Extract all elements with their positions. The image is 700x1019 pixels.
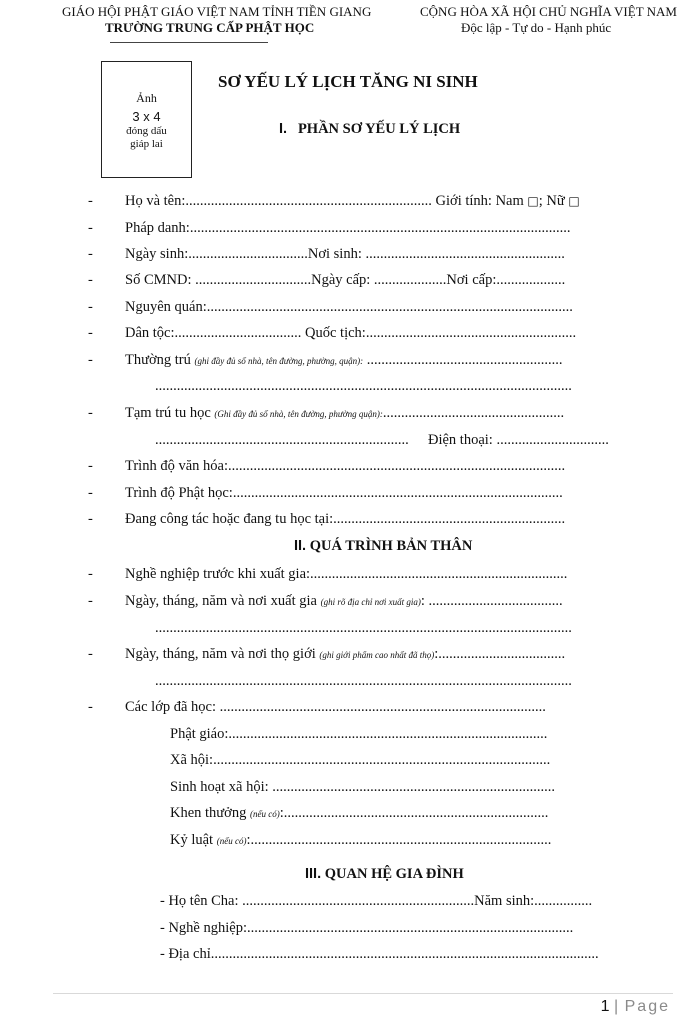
phat-giao-field[interactable]: Phật giáo:........................................................................................ — [170, 726, 548, 742]
tam-tru-row — [125, 405, 564, 422]
ky-luat-label: Kỷ luật — [170, 832, 214, 848]
section-1-roman: I. — [279, 121, 288, 137]
xuat-gia-row — [125, 593, 563, 610]
thuong-tru-label: Thường trú — [125, 352, 191, 368]
nu-checkbox[interactable]: □ — [568, 194, 580, 208]
school-underline — [110, 42, 268, 43]
header-org-name: GIÁO HỘI PHẬT GIÁO VIỆT NAM TỈNH TIỀN GIANG — [62, 4, 372, 19]
bullet: - — [88, 646, 93, 662]
page-number: 1 — [600, 998, 610, 1015]
nghe-nghiep-truoc-field[interactable]: Nghề nghiệp trước khi xuất gia:....................................................................... — [125, 566, 568, 582]
bullet: - — [88, 352, 93, 368]
header-school-name: TRƯỜNG TRUNG CẤP PHẬT HỌC — [105, 20, 315, 35]
bullet: - — [88, 699, 93, 715]
cac-lop-label: Các lớp đã học — [125, 699, 212, 715]
dia-chi-field[interactable]: - Địa chỉ........................................................................................................... — [160, 946, 599, 962]
ngay-sinh-field[interactable]: Ngày sinh:.................................Nơi sinh: ....................................................... — [125, 246, 565, 262]
section-3-title: QUAN HỆ GIA ĐÌNH — [324, 866, 464, 882]
section-3-heading — [305, 866, 464, 883]
nguyen-quan-field[interactable]: Nguyên quán:..................................................................................................... — [125, 299, 573, 315]
bullet: - — [88, 511, 93, 527]
bullet: - — [88, 593, 93, 609]
section-2-heading — [294, 538, 472, 555]
xuat-gia-field[interactable]: : ..................................... — [420, 593, 563, 609]
tho-gioi-label: Ngày, tháng, năm và nơi thọ giới — [125, 646, 316, 662]
tho-gioi-line-2[interactable]: ................................................................................................................... — [155, 673, 572, 689]
dien-thoai-field[interactable]: Điện thoại: ............................... — [428, 432, 609, 448]
photo-placeholder-box — [101, 61, 192, 178]
section-2-title: QUÁ TRÌNH BẢN THÂN — [309, 538, 473, 554]
bullet: - — [88, 220, 93, 236]
bullet: - — [88, 485, 93, 501]
cac-lop-field[interactable]: : .......................................................................................... — [212, 699, 546, 715]
section-2-roman: II. — [294, 538, 307, 554]
bullet: - — [88, 272, 93, 288]
photo-stamp-note-1: đóng dấu — [126, 125, 167, 137]
trinh-do-van-hoa-field[interactable]: Trình độ văn hóa:............................................................................................. — [125, 458, 566, 474]
phap-danh-field[interactable]: Pháp danh:......................................................................................................... — [125, 220, 571, 236]
cmnd-field[interactable]: Số CMND: ................................Ngày cấp: ....................Nơi cấp:................... — [125, 272, 566, 288]
bullet: - — [88, 246, 93, 262]
bullet: - — [88, 299, 93, 315]
ho-ten-cha-field[interactable]: - Họ tên Cha: ................................................................Năm sinh:................ — [160, 893, 593, 909]
trinh-do-phat-hoc-field[interactable]: Trình độ Phật học:........................................................................................... — [125, 485, 563, 501]
ho-ten-field[interactable]: Họ và tên:.................................................................... — [125, 193, 432, 209]
cac-lop-row — [125, 699, 546, 716]
thuong-tru-field[interactable]: ...................................................... — [366, 352, 563, 368]
page-label: Page — [624, 998, 670, 1015]
section-1-heading — [279, 121, 460, 138]
bullet: - — [88, 325, 93, 341]
nam-checkbox[interactable]: □ — [527, 194, 539, 208]
page-footer — [601, 998, 670, 1016]
xa-hoi-field[interactable]: Xã hội:............................................................................................. — [170, 752, 551, 768]
nu-label: ; Nữ — [538, 193, 565, 209]
ky-luat-row — [170, 832, 551, 849]
xuat-gia-line-2[interactable]: ................................................................................................................... — [155, 620, 572, 636]
thuong-tru-note: (ghi đầy đủ số nhà, tên đường, phường, quận): — [194, 356, 364, 366]
photo-stamp-note-2: giáp lai — [130, 138, 163, 150]
thuong-tru-row — [125, 352, 563, 369]
header-country-name: CỘNG HÒA XÃ HỘI CHỦ NGHĨA VIỆT NAM — [420, 4, 677, 19]
footer-divider — [53, 993, 673, 994]
khen-thuong-row — [170, 805, 548, 822]
bullet: - — [88, 193, 93, 209]
section-3-roman: III. — [305, 866, 322, 882]
sinh-hoat-field[interactable]: Sinh hoạt xã hội: .............................................................................. — [170, 779, 556, 795]
photo-size: 3 x 4 — [132, 109, 161, 124]
khen-thuong-field[interactable]: :......................................................................... — [279, 805, 549, 821]
ky-luat-note: (nếu có) — [216, 836, 247, 846]
document-title: SƠ YẾU LÝ LỊCH TĂNG NI SINH — [218, 72, 478, 91]
khen-thuong-label: Khen thưởng — [170, 805, 247, 821]
tam-tru-field[interactable]: .................................................. — [382, 405, 565, 421]
bullet: - — [88, 458, 93, 474]
photo-label: Ảnh — [136, 91, 157, 105]
section-1-title: PHẦN SƠ YẾU LÝ LỊCH — [297, 121, 461, 137]
ho-ten-row — [125, 193, 580, 210]
page-separator: | — [614, 998, 621, 1015]
tam-tru-note: (Ghi đầy đủ số nhà, tên đường, phường quận): — [214, 409, 383, 419]
ky-luat-field[interactable]: :................................................................................... — [246, 832, 552, 848]
bullet: - — [88, 566, 93, 582]
cong-tac-field[interactable]: Đang công tác hoặc đang tu học tại:................................................................ — [125, 511, 566, 527]
header-motto: Độc lập - Tự do - Hạnh phúc — [461, 20, 612, 35]
tam-tru-line-2[interactable]: ...................................................................... — [155, 432, 409, 448]
khen-thuong-note: (nếu có) — [249, 809, 280, 819]
dan-toc-field[interactable]: Dân tộc:................................... Quốc tịch:.......................................................... — [125, 325, 577, 341]
bullet: - — [88, 405, 93, 421]
tho-gioi-field[interactable]: :................................... — [434, 646, 566, 662]
tho-gioi-row — [125, 646, 565, 663]
nghe-nghiep-field[interactable]: - Nghề nghiệp:.......................................................................................... — [160, 920, 574, 936]
xuat-gia-note: (ghi rõ địa chỉ nơi xuất gia) — [320, 597, 421, 607]
tho-gioi-note: (ghi giới phẩm cao nhất đã thọ) — [319, 650, 435, 660]
xuat-gia-label: Ngày, tháng, năm và nơi xuất gia — [125, 593, 317, 609]
thuong-tru-line-2[interactable]: ................................................................................................................... — [155, 378, 572, 394]
gioi-tinh-label: Giới tính: Nam — [435, 193, 524, 209]
tam-tru-label: Tạm trú tu học — [125, 405, 211, 421]
